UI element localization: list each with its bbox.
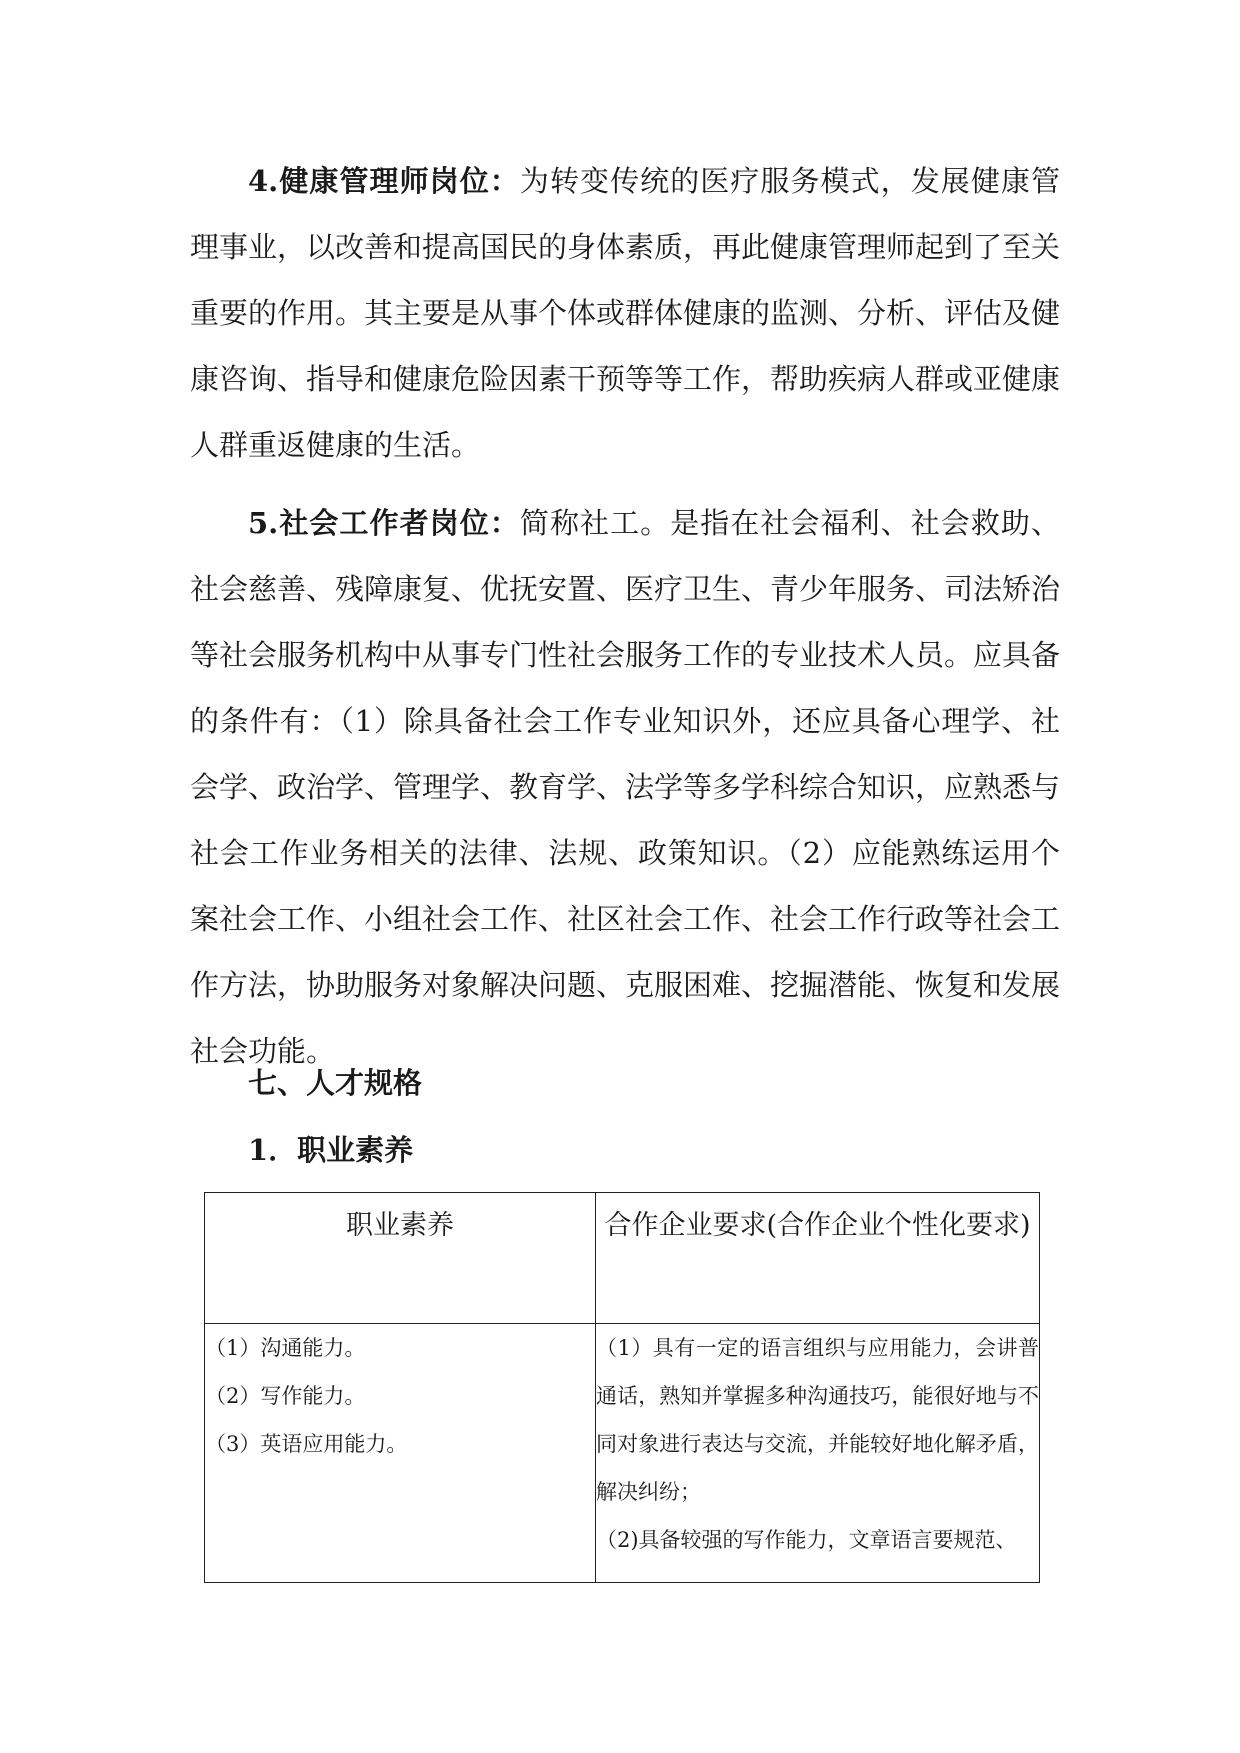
quality-table: [204, 1192, 1040, 1583]
table-row: [205, 1324, 1040, 1583]
list-item: （1）沟通能力。: [205, 1336, 366, 1360]
table-cell-qualities: [205, 1324, 596, 1583]
list-item: （2)具备较强的写作能力，文章语言要规范、: [596, 1528, 1017, 1552]
list-item: （1）具有一定的语言组织与应用能力，会讲普通话，熟知并掌握多种沟通技巧，能很好地与不同对象进行表达与交流，并能较好地化解矛盾，解决纠纷；: [596, 1336, 1039, 1504]
list-item: （2）写作能力。: [205, 1384, 366, 1408]
list-item: （3）英语应用能力。: [205, 1432, 408, 1456]
header-left-text: 职业素养: [346, 1210, 454, 1241]
table-header-cell: [205, 1193, 596, 1324]
paragraph-text: 为转变传统的医疗服务模式，发展健康管理事业，以改善和提高国民的身体素质，再此健康管理师起到了至关重要的作用。其主要是从事个体或群体健康的监测、分析、评估及健康咨询、指导和健康危险因素干预等等工作，帮助疾病人群或亚健康人群重返健康的生活。: [190, 164, 1061, 462]
paragraph-social-worker: [190, 490, 1060, 1084]
paragraph-label: 5.社会工作者岗位：: [248, 506, 520, 540]
heading-professional-quality: 1．职业素养: [248, 1133, 414, 1167]
heading-talent-spec: 七、人才规格: [248, 1066, 423, 1100]
paragraph-health-manager: [190, 148, 1060, 478]
paragraph-label: 4.健康管理师岗位：: [248, 164, 520, 198]
table-header-cell: [596, 1193, 1040, 1324]
table-cell-requirements: [596, 1324, 1040, 1583]
header-right-text: 合作企业要求(合作企业个性化要求): [604, 1210, 1031, 1241]
table-header-row: [205, 1193, 1040, 1324]
paragraph-text: 简称社工。是指在社会福利、社会救助、社会慈善、残障康复、优抚安置、医疗卫生、青少年服务、司法矫治等社会服务机构中从事专门性社会服务工作的专业技术人员。应具备的条件有：（1）除具备社会工作专业知识外，还应具备心理学、社会学、政治学、管理学、教育学、法学等多学科综合知识，应熟悉与社会工作业务相关的法律、法规、政策知识。（2）应能熟练运用个案社会工作、小组社会工作、社区社会工作、社会工作行政等社会工作方法，协助服务对象解决问题、克服困难、挖掘潜能、恢复和发展社会功能。: [190, 506, 1061, 1068]
